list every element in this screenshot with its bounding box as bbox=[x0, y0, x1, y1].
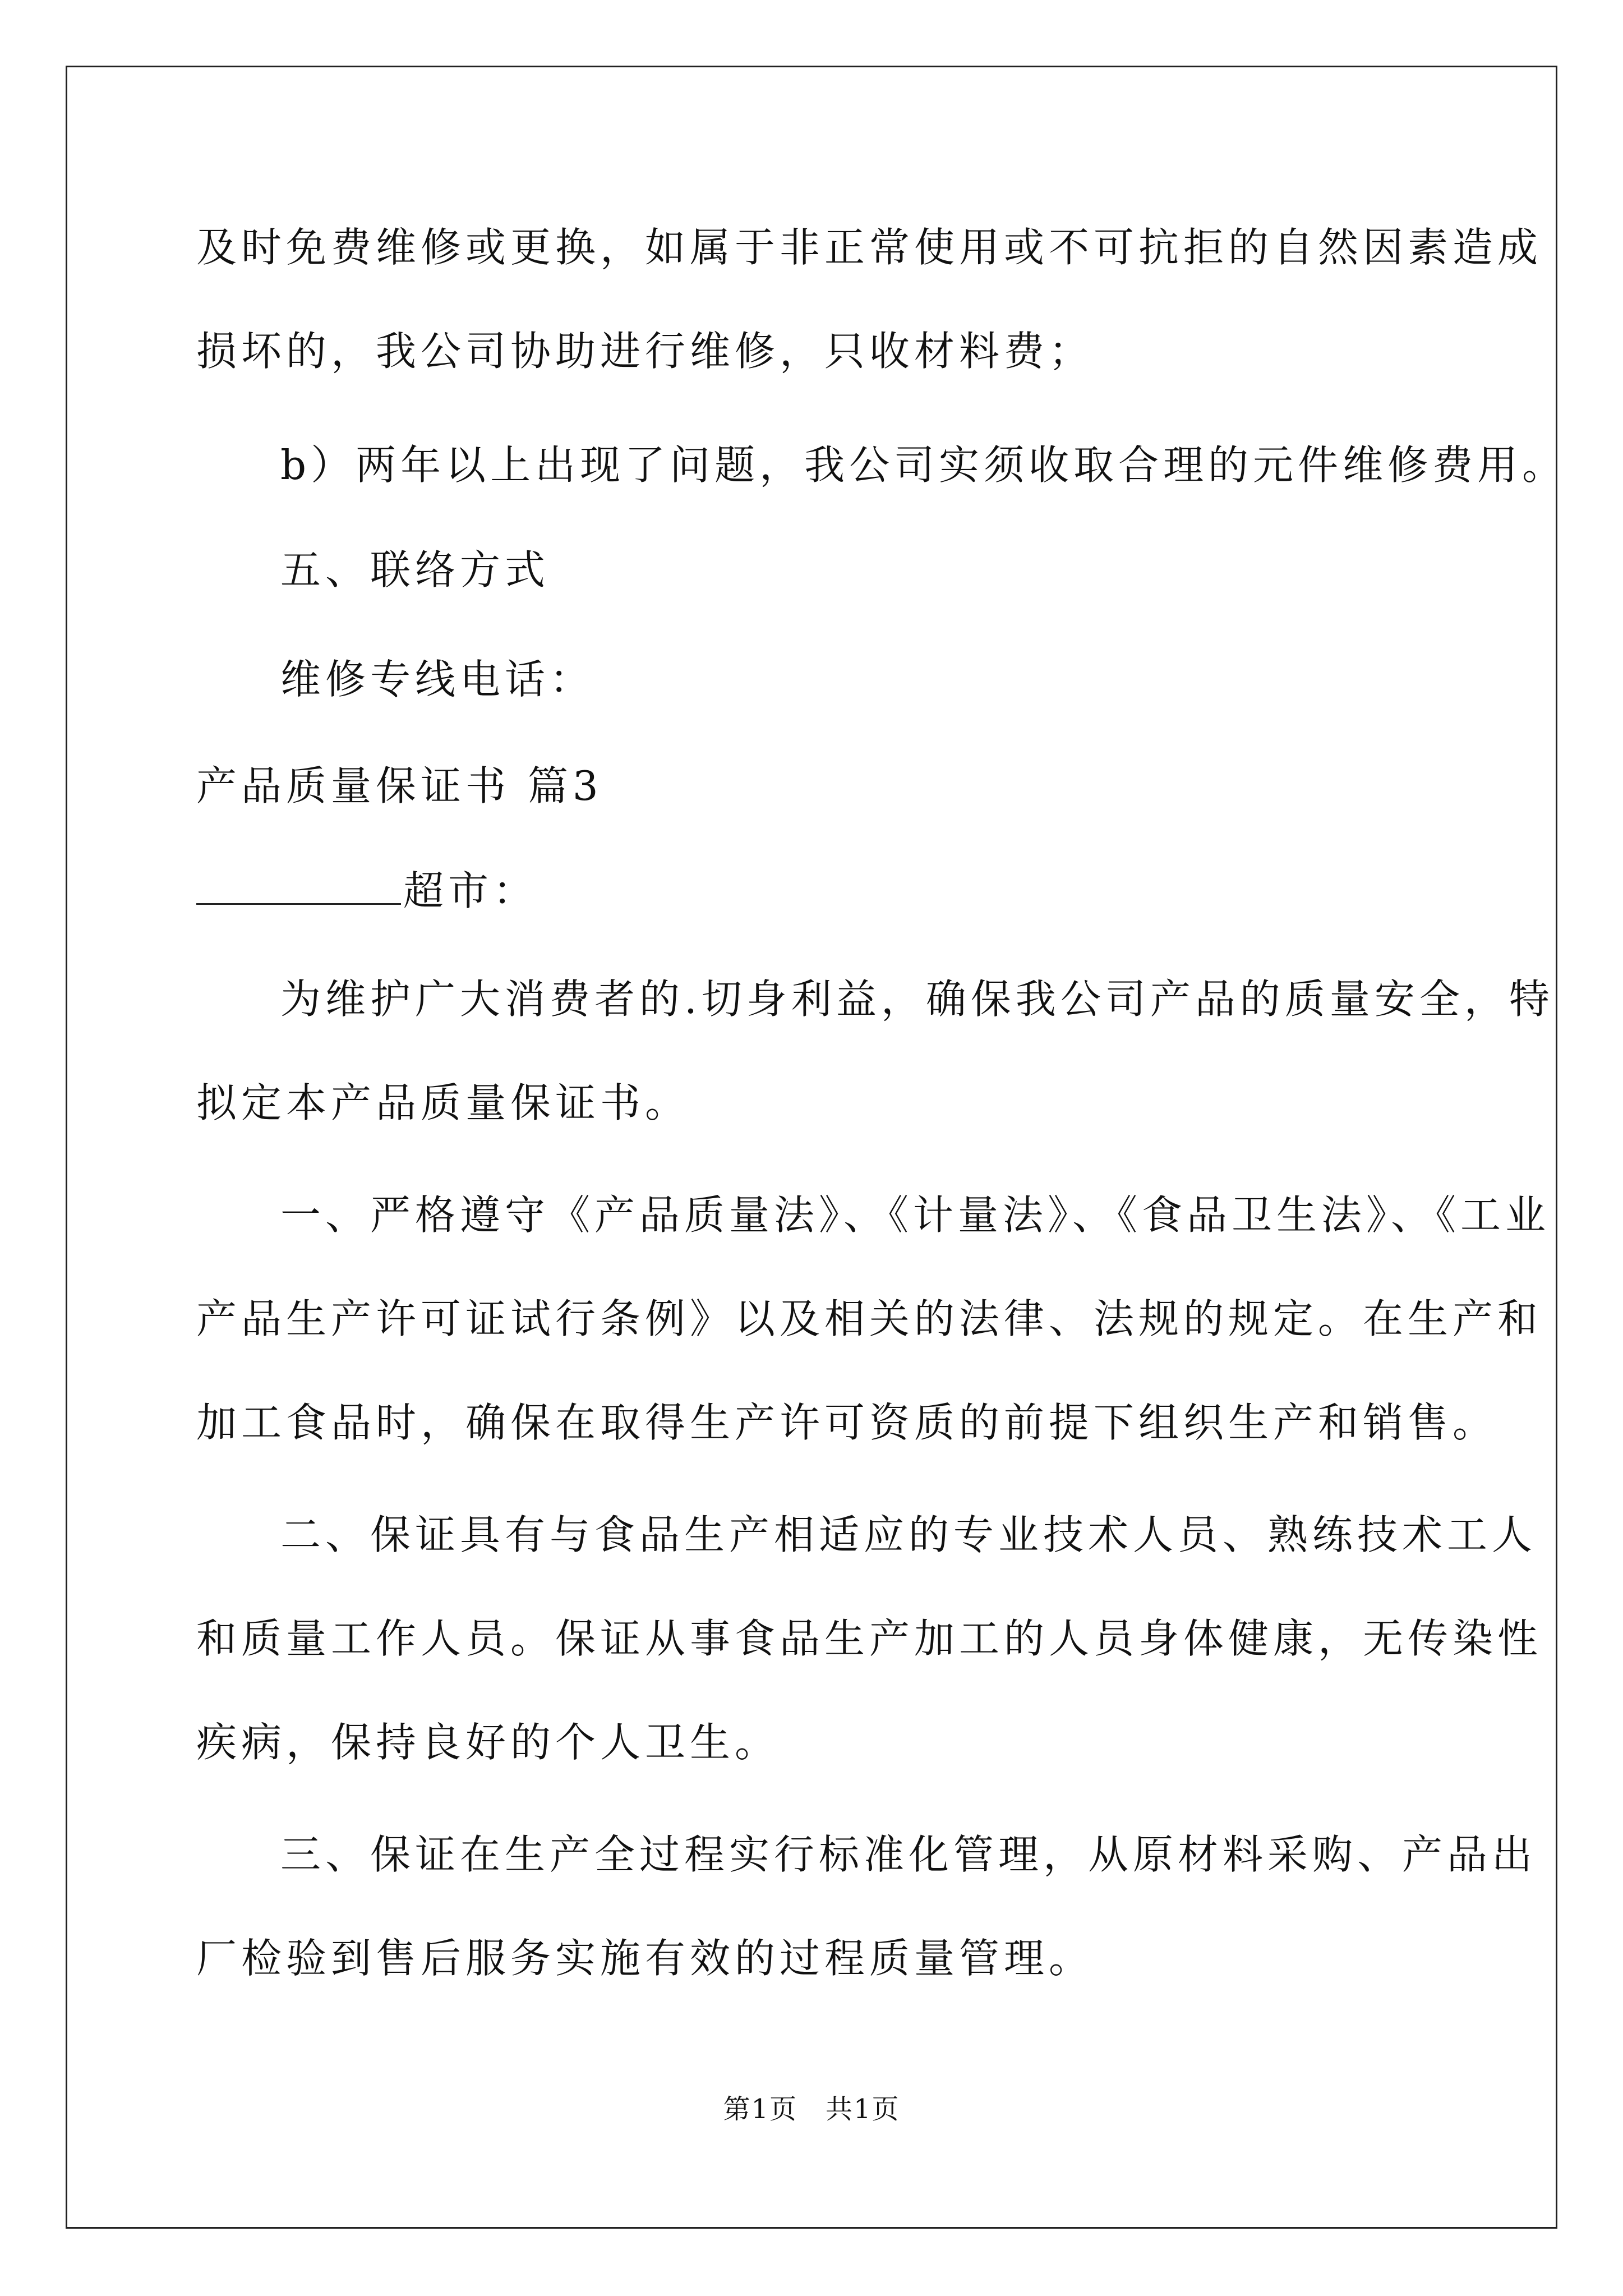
body-line-11: 产品生产许可证试行条例》以及相关的法律、法规的规定。在生产和 bbox=[196, 1295, 1543, 1342]
page-footer: 第1页 共1页 bbox=[723, 2093, 900, 2125]
article-title: 产品质量保证书 篇3 bbox=[196, 762, 603, 809]
body-line-14: 和质量工作人员。保证从事食品生产加工的人员身体健康，无传染性 bbox=[196, 1615, 1543, 1662]
addressee-line bbox=[196, 864, 538, 917]
addressee-blank bbox=[196, 864, 401, 905]
body-line-8: 为维护广大消费者的.切身利益，确保我公司产品的质量安全，特 bbox=[280, 976, 1554, 1023]
body-line-15: 疾病，保持良好的个人卫生。 bbox=[196, 1719, 780, 1766]
body-line-13: 二、保证具有与食品生产相适应的专业技术人员、熟练技术工人 bbox=[280, 1511, 1537, 1558]
body-line-16: 三、保证在生产全过程实行标准化管理，从原材料采购、产品出 bbox=[280, 1831, 1537, 1878]
body-line-12: 加工食品时，确保在取得生产许可资质的前提下组织生产和销售。 bbox=[196, 1399, 1498, 1446]
body-line-9: 拟定本产品质量保证书。 bbox=[196, 1079, 690, 1126]
body-line-10: 一、严格遵守《产品质量法》、《计量法》、《食品卫生法》、《工业 bbox=[280, 1191, 1551, 1239]
repair-hotline-label: 维修专线电话： bbox=[280, 656, 595, 703]
body-line-1: 及时免费维修或更换，如属于非正常使用或不可抗拒的自然因素造成 bbox=[196, 224, 1543, 271]
body-line-2: 损坏的，我公司协助进行维修，只收材料费； bbox=[196, 328, 1094, 375]
section-heading-contact: 五、联络方式 bbox=[280, 546, 550, 593]
addressee-text: 超市： bbox=[403, 867, 538, 914]
body-line-3: b）两年以上出现了问题，我公司实须收取合理的元件维修费用。 bbox=[280, 441, 1567, 489]
page-border bbox=[66, 66, 1557, 2229]
body-line-17: 厂检验到售后服务实施有效的过程质量管理。 bbox=[196, 1935, 1094, 1982]
